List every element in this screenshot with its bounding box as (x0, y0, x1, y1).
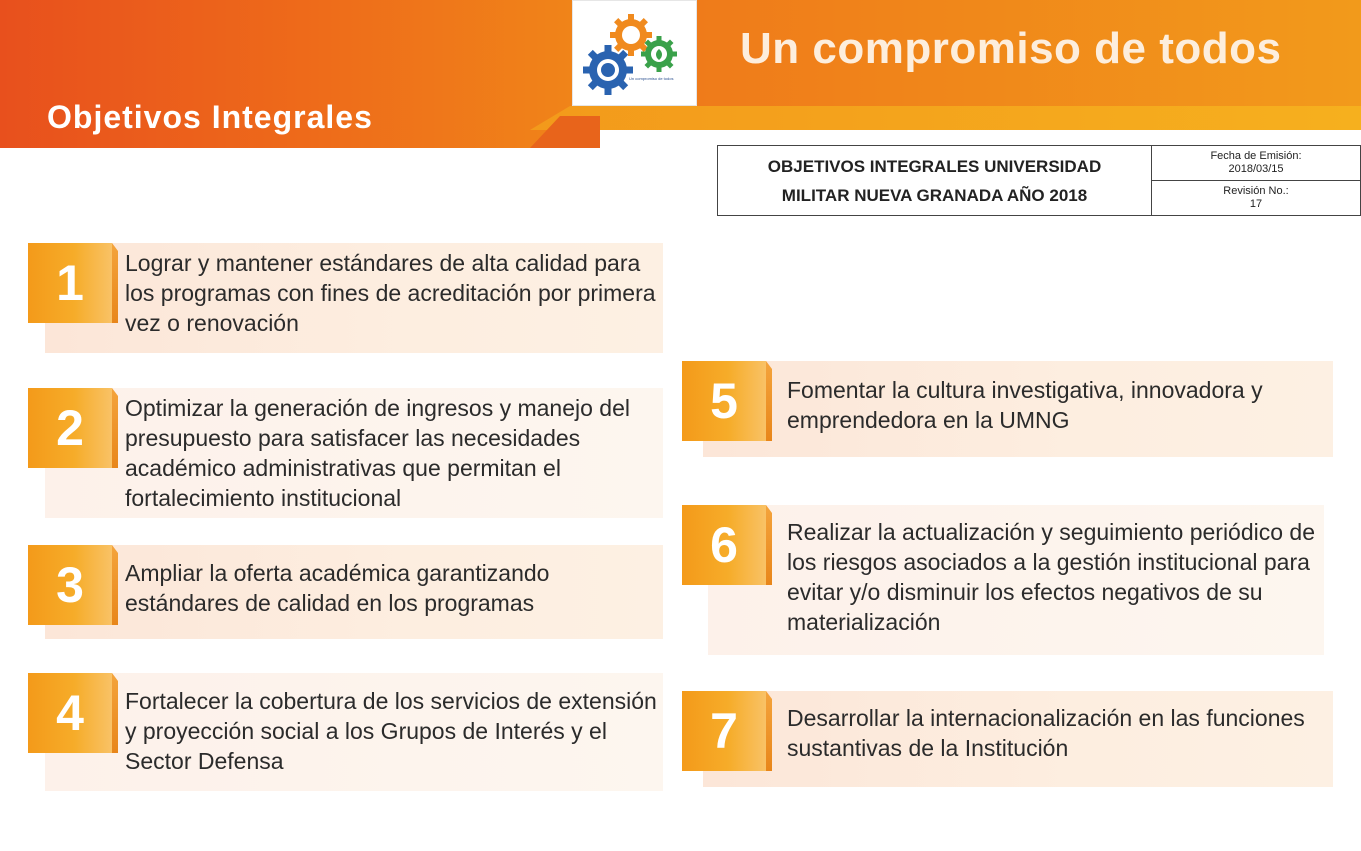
objective-number-4: 4 (28, 673, 112, 753)
objective-number-7: 7 (682, 691, 766, 771)
objective-text-6: Realizar la actualización y seguimiento periódico de los riesgos asociados a la gestión institucional para evitar y/o disminuir los efectos negativos de su materialización (787, 519, 1316, 635)
objective-text-5: Fomentar la cultura investigativa, innovadora y emprendedora en la UMNG (787, 377, 1263, 433)
revision-value: 17 (1249, 198, 1263, 210)
objective-number-5: 5 (682, 361, 766, 441)
objective-number-1: 1 (28, 243, 112, 323)
gears-logo-icon (581, 7, 691, 102)
logo-caption: Un compromiso de todos (629, 76, 674, 81)
objective-text-4: Fortalecer la cobertura de los servicios de extensión y proyección social a los Grupos de Interés y el Sector Defensa (125, 688, 657, 774)
document-meta (1152, 146, 1360, 215)
document-info-table (717, 145, 1361, 216)
header-accent-stripe (530, 106, 1361, 130)
objective-text-3: Ampliar la oferta académica garantizando estándares de calidad en los programas (125, 560, 550, 616)
revision-label: Revisión No.: (1223, 185, 1289, 197)
document-title-line1: OBJETIVOS INTEGRALES UNIVERSIDAD (767, 156, 1102, 176)
objective-number-6: 6 (682, 505, 766, 585)
issue-date-value: 2018/03/15 (1228, 163, 1284, 175)
revision-cell (1152, 180, 1360, 215)
logo (572, 0, 697, 106)
section-title: Objetivos Integrales (47, 99, 373, 135)
issue-date-label: Fecha de Emisión: (1210, 150, 1302, 162)
objective-number-2: 2 (28, 388, 112, 468)
issue-date-cell (1152, 146, 1360, 180)
objective-text-7: Desarrollar la internacionalización en las funciones sustantivas de la Institución (787, 705, 1305, 761)
objective-number-3: 3 (28, 545, 112, 625)
document-title (718, 146, 1152, 215)
objective-text-1: Lograr y mantener estándares de alta calidad para los programas con fines de acreditación por primera vez o renovación (125, 250, 656, 336)
slogan-title: Un compromiso de todos (740, 24, 1282, 73)
document-title-line2: MILITAR NUEVA GRANADA AÑO 2018 (781, 185, 1088, 205)
objective-text-2: Optimizar la generación de ingresos y manejo del presupuesto para satisfacer las necesidades académico administrativas que permitan el fortalecimiento institucional (125, 395, 630, 511)
